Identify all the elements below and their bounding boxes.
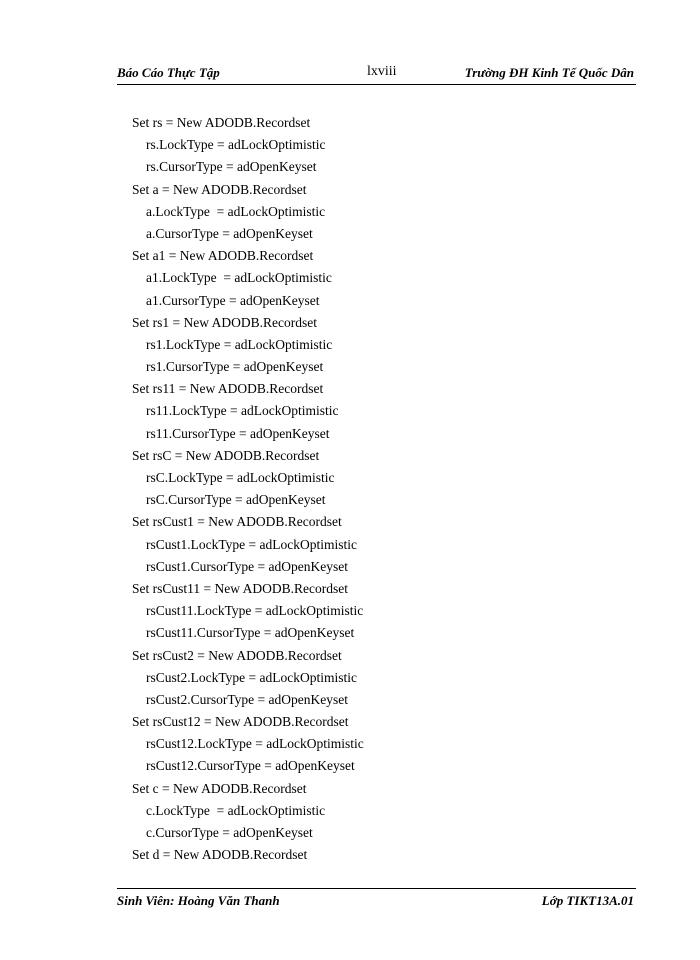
code-line: a1.LockType = adLockOptimistic — [146, 270, 332, 286]
code-line: Set rsCust2 = New ADODB.Recordset — [132, 647, 342, 663]
code-line: rs11.LockType = adLockOptimistic — [146, 403, 339, 419]
code-line: rs1.CursorType = adOpenKeyset — [146, 359, 324, 375]
code-listing — [132, 112, 364, 866]
page-header — [117, 62, 636, 85]
code-line: rsCust2.LockType = adLockOptimistic — [146, 669, 358, 685]
page-number: lxviii — [367, 64, 397, 79]
code-line: rsCust1.CursorType = adOpenKeyset — [146, 558, 349, 574]
code-line: Set rs11 = New ADODB.Recordset — [132, 381, 324, 397]
code-line: Set a1 = New ADODB.Recordset — [132, 248, 314, 264]
code-line: Set rs = New ADODB.Recordset — [132, 115, 311, 130]
code-line: Set rsCust11 = New ADODB.Recordset — [132, 580, 348, 596]
code-line: Set d = New ADODB.Recordset — [132, 847, 308, 863]
code-line: a.CursorType = adOpenKeyset — [146, 225, 313, 241]
footer-class-code: Lớp TIKT13A.01 — [541, 893, 634, 908]
footer-student-name: Sinh Viên: Hoàng Văn Thanh — [117, 893, 280, 908]
code-line: c.LockType = adLockOptimistic — [146, 802, 326, 818]
code-line: a.LockType = adLockOptimistic — [146, 203, 326, 219]
code-line: rsCust11.LockType = adLockOptimistic — [146, 603, 364, 619]
page-footer — [117, 888, 636, 913]
code-line: rs11.CursorType = adOpenKeyset — [146, 425, 330, 441]
code-line: rsCust11.CursorType = adOpenKeyset — [146, 625, 355, 641]
code-line: rsC.LockType = adLockOptimistic — [146, 470, 335, 485]
header-university-name: Trường ĐH Kinh Tế Quốc Dân — [464, 65, 634, 80]
code-line: rs.LockType = adLockOptimistic — [146, 137, 326, 153]
code-line: Set rsCust12 = New ADODB.Recordset — [132, 714, 349, 730]
code-line: rsC.CursorType = adOpenKeyset — [146, 492, 326, 508]
code-line: rsCust1.LockType = adLockOptimistic — [146, 536, 358, 552]
header-report-title: Báo Cáo Thực Tập — [117, 65, 220, 80]
code-line: Set a = New ADODB.Recordset — [132, 181, 307, 197]
code-line: Set rsC = New ADODB.Recordset — [132, 447, 320, 463]
code-line: rsCust2.CursorType = adOpenKeyset — [146, 691, 349, 707]
code-line: rs.CursorType = adOpenKeyset — [146, 159, 317, 175]
code-line: Set rs1 = New ADODB.Recordset — [132, 314, 317, 330]
code-line: Set rsCust1 = New ADODB.Recordset — [132, 514, 342, 530]
code-line: c.CursorType = adOpenKeyset — [146, 825, 313, 840]
code-line: Set c = New ADODB.Recordset — [132, 780, 307, 796]
code-line: rsCust12.LockType = adLockOptimistic — [146, 736, 364, 752]
code-line: a1.CursorType = adOpenKeyset — [146, 292, 320, 308]
code-line: rs1.LockType = adLockOptimistic — [146, 336, 333, 352]
code-line: rsCust12.CursorType = adOpenKeyset — [146, 758, 355, 774]
